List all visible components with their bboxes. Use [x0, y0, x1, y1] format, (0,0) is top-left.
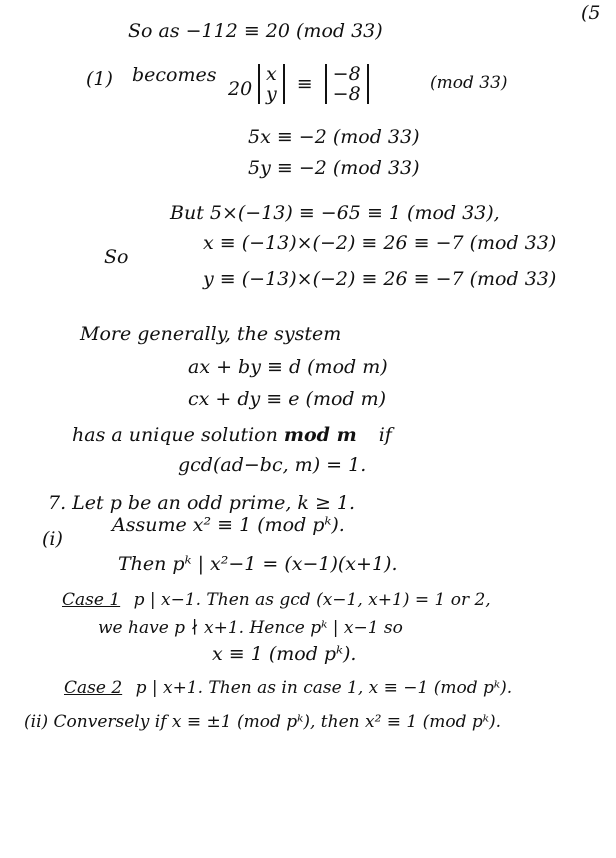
line-6-so: So — [104, 246, 129, 268]
line-8: More generally, the system — [80, 323, 342, 345]
right-vector — [325, 64, 369, 104]
line-13: 7. Let p be an odd prime, k ≥ 1. — [48, 492, 356, 514]
line-1: So as −112 ≡ 20 (mod 33) — [128, 20, 383, 42]
line-5: But 5×(−13) ≡ −65 ≡ 1 (mod 33), — [170, 202, 500, 224]
line-20: (ii) Conversely if x ≡ ±1 (mod pᵏ), then x² ≡ 1 (mod pᵏ). — [24, 712, 502, 732]
vector-y: y — [266, 83, 277, 105]
line-14-number: (i) — [42, 528, 63, 550]
line-19-text: p | x+1. Then as in case 1, x ≡ −1 (mod pᵏ). — [135, 678, 513, 698]
line-6: x ≡ (−13)×(−2) ≡ 26 ≡ −7 (mod 33) — [203, 232, 557, 254]
line-7: y ≡ (−13)×(−2) ≡ 26 ≡ −7 (mod 33) — [203, 268, 557, 290]
line-11-text: has a unique solution — [72, 424, 278, 446]
line-4: 5y ≡ −2 (mod 33) — [248, 157, 420, 179]
line-16 — [62, 589, 491, 611]
vector-x: x — [266, 63, 277, 85]
line-19 — [64, 677, 512, 699]
line-11-mod: mod m — [283, 424, 357, 446]
equiv-sign: ≡ — [296, 73, 313, 95]
line-11 — [72, 424, 392, 446]
line-11-end: if — [378, 424, 392, 446]
line-14: Assume x² ≡ 1 (mod pᵏ). — [112, 514, 345, 536]
line-16-text: p | x−1. Then as gcd (x−1, x+1) = 1 or 2, — [133, 590, 491, 610]
case-2-label: Case 2 — [64, 678, 123, 698]
case-1-label: Case 1 — [62, 590, 121, 610]
line-2-number: (1) — [86, 68, 113, 90]
matrix-equation — [258, 64, 369, 104]
line-2-word: becomes — [132, 64, 217, 86]
left-vector — [258, 64, 285, 104]
line-18: x ≡ 1 (mod pᵏ). — [212, 643, 357, 665]
vector-bottom: −8 — [332, 83, 361, 105]
line-17: we have p ∤ x+1. Hence pᵏ | x−1 so — [98, 618, 403, 638]
page-number: (5 — [581, 2, 601, 24]
line-2-mod: (mod 33) — [430, 73, 508, 93]
line-15: Then pᵏ | x²−1 = (x−1)(x+1). — [118, 553, 398, 575]
vector-top: −8 — [332, 63, 361, 85]
line-3: 5x ≡ −2 (mod 33) — [248, 126, 420, 148]
line-2-coefficient: 20 — [228, 78, 253, 100]
line-12: gcd(ad−bc, m) = 1. — [178, 454, 367, 476]
line-10: cx + dy ≡ e (mod m) — [188, 388, 387, 410]
line-9: ax + by ≡ d (mod m) — [188, 356, 388, 378]
